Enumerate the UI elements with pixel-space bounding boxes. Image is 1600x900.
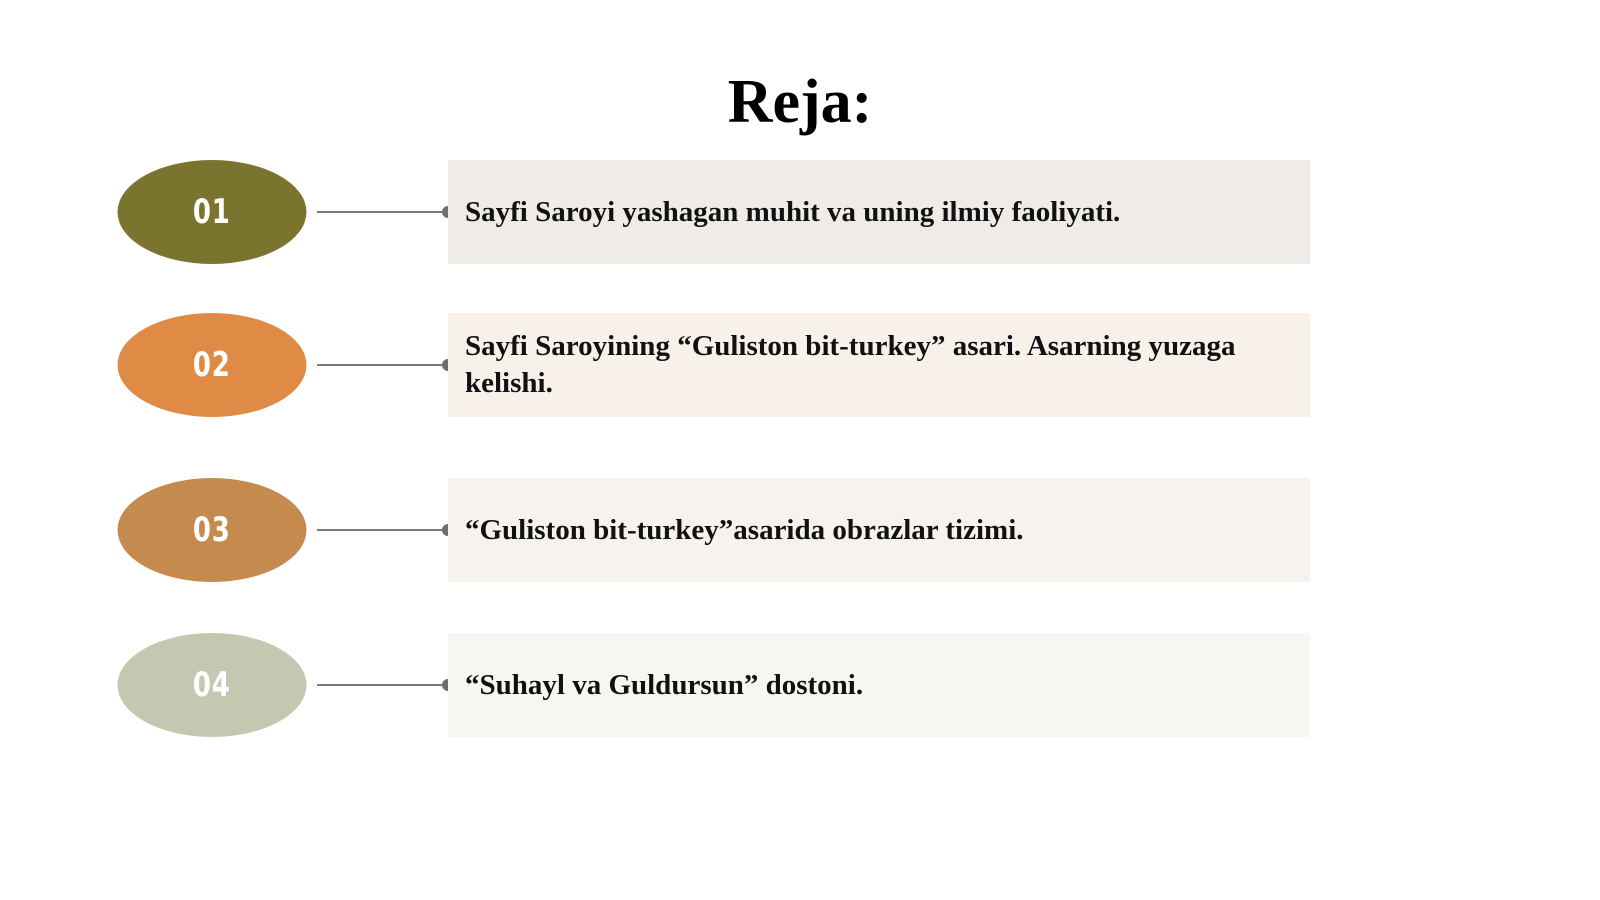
item-number: 02	[193, 345, 231, 385]
item-text: “Guliston bit-turkey”asarida obrazlar tizimi.	[465, 513, 1024, 546]
item-number-badge	[118, 633, 307, 737]
item-number-badge	[118, 160, 307, 264]
item-text: Sayfi Saroyining “Guliston bit-turkey” asari. Asarning yuzaga kelishi.	[465, 330, 1236, 399]
connector-line	[317, 529, 447, 531]
item-text-box	[448, 313, 1310, 417]
connector-line	[317, 364, 447, 366]
connector-line	[317, 211, 447, 213]
agenda-item-3	[0, 478, 1600, 582]
agenda-item-2	[0, 313, 1600, 417]
agenda-item-4	[0, 633, 1600, 737]
item-number-badge	[118, 313, 307, 417]
item-text-box	[448, 160, 1310, 264]
item-number: 03	[193, 510, 231, 550]
item-text: “Suhayl va Guldursun” dostoni.	[465, 668, 864, 701]
item-text-box	[448, 478, 1310, 582]
item-number-badge	[118, 478, 307, 582]
item-text: Sayfi Saroyi yashagan muhit va uning ilmiy faoliyati.	[465, 195, 1121, 228]
item-text-box	[448, 633, 1310, 737]
connector-line	[317, 684, 447, 686]
agenda-item-1	[0, 160, 1600, 264]
slide-title: Reja:	[727, 68, 873, 136]
item-number: 04	[193, 665, 231, 705]
item-number: 01	[193, 192, 231, 232]
